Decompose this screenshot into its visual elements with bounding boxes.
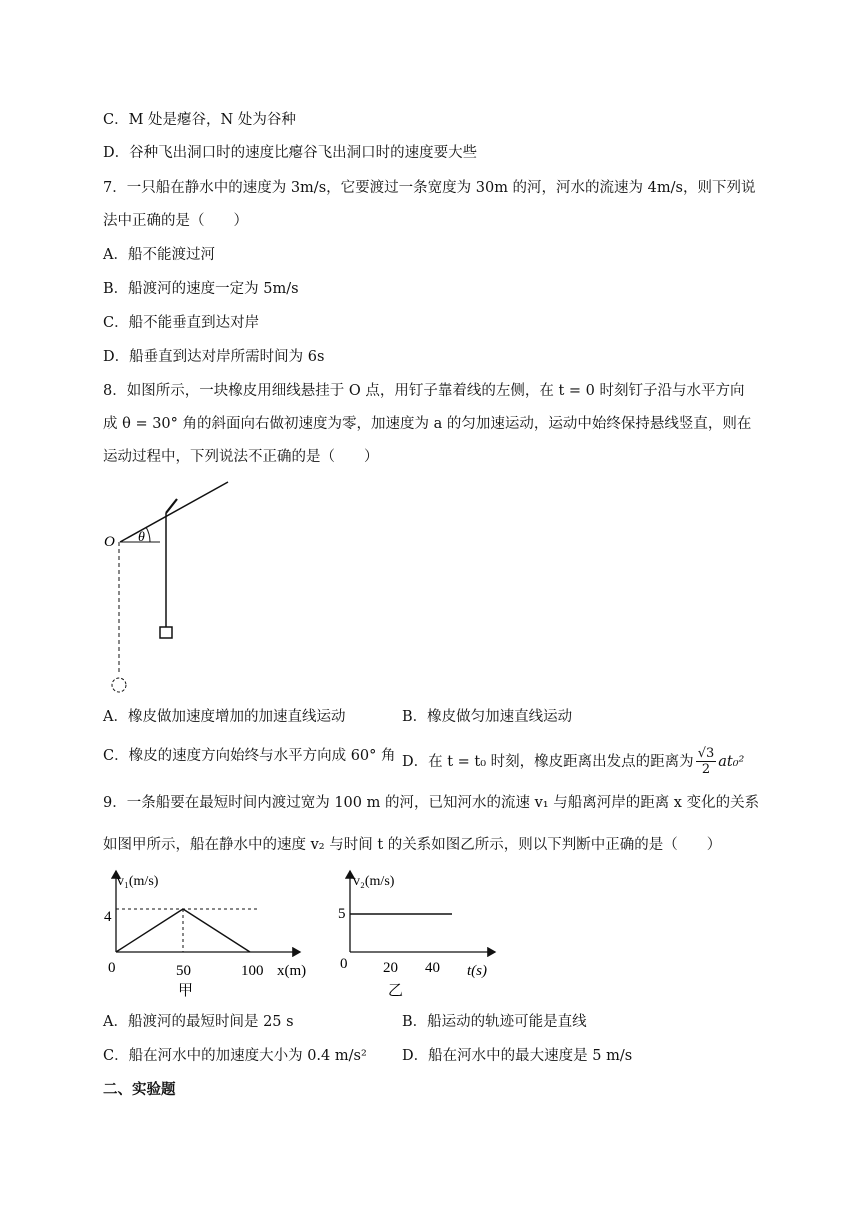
q9-option-d: D．船在河水中的最大速度是 5 m/s — [402, 1048, 633, 1064]
fraction — [696, 746, 717, 777]
q8-stem-line2: 成 θ = 30° 角的斜面向右做初速度为零，加速度为 a 的匀加速运动，运动中始终保持悬线竖直，则在 — [103, 416, 752, 432]
x-tick-label: 100 — [241, 963, 264, 979]
q8-option-b: B．橡皮做匀加速直线运动 — [402, 709, 573, 725]
y-axis-label: v₁(m/s) — [117, 874, 159, 889]
q9-stem-line1: 9．一条船要在最短时间内渡过宽为 100 m 的河，已知河水的流速 v₁ 与船离河岸的距离 x 变化的关系 — [103, 795, 760, 811]
q8-option-a: A．橡皮做加速度增加的加速直线运动 — [103, 709, 346, 725]
x-axis-label: x(m) — [277, 963, 307, 979]
x-tick-label: 0 — [340, 956, 348, 972]
q7-option-a: A．船不能渡过河 — [103, 247, 215, 263]
fraction-denominator: 2 — [701, 762, 711, 777]
x-tick-label: 0 — [108, 960, 116, 976]
chart-yi — [335, 865, 505, 1005]
y-tick-label: 4 — [104, 909, 112, 925]
fraction-numerator: √3 — [697, 746, 715, 761]
q9-option-b: B．船运动的轨迹可能是直线 — [402, 1014, 587, 1030]
q6-option-d: D．谷种飞出洞口时的速度比瘪谷飞出洞口时的速度要大些 — [103, 145, 478, 161]
chart-jia — [100, 865, 315, 1005]
q8-stem-line1: 8．如图所示，一块橡皮用细线悬挂于 O 点，用钉子靠着线的左侧，在 t = 0 时刻钉子沿与水平方向 — [103, 383, 745, 399]
q7-stem-line1: 7．一只船在静水中的速度为 3m/s，它要渡过一条宽度为 30m 的河，河水的流速为 4m/s，则下列说 — [103, 180, 756, 196]
chart-title: 甲 — [178, 983, 194, 999]
q9-option-c: C．船在河水中的加速度大小为 0.4 m/s² — [103, 1048, 367, 1064]
q9-stem-line2: 如图甲所示，船在静水中的速度 v₂ 与时间 t 的关系如图乙所示，则以下判断中正确的是（ ） — [103, 837, 722, 853]
q8-option-c: C．橡皮的速度方向始终与水平方向成 60° 角 — [103, 748, 396, 764]
q8-option-d-text: D．在 t = t₀ 时刻，橡皮距离出发点的距离为 — [402, 753, 694, 770]
angle-arc — [146, 527, 150, 542]
section-heading: 二、实验题 — [103, 1081, 176, 1098]
dashed-circle — [112, 678, 126, 692]
q7-option-b: B．船渡河的速度一定为 5m/s — [103, 281, 299, 297]
q8-option-d-formula: at₀² — [718, 753, 745, 770]
x-axis-label: t(s) — [467, 963, 487, 979]
x-tick-label: 20 — [383, 960, 398, 976]
incline-line — [120, 482, 228, 542]
q7-stem-line2: 法中正确的是（ ） — [103, 213, 248, 229]
q8-option-d — [402, 746, 744, 777]
y-axis-label: v₂(m/s) — [353, 874, 395, 889]
q9-option-a: A．船渡河的最短时间是 25 s — [103, 1014, 294, 1030]
q7-option-d: D．船垂直到达对岸所需时间为 6s — [103, 349, 325, 365]
x-tick-label: 50 — [176, 963, 191, 979]
angle-theta-label: θ — [138, 530, 145, 545]
chart-title: 乙 — [388, 983, 404, 999]
q8-stem-line3: 运动过程中，下列说法不正确的是（ ） — [103, 449, 379, 465]
y-tick-label: 5 — [338, 906, 346, 922]
eraser-block — [160, 627, 172, 638]
q7-option-c: C．船不能垂直到达对岸 — [103, 315, 260, 331]
q8-figure — [100, 475, 250, 700]
q6-option-c: C．M 处是瘪谷，N 处为谷种 — [103, 112, 296, 128]
x-tick-label: 40 — [425, 960, 440, 976]
point-o-label: O — [104, 534, 115, 550]
